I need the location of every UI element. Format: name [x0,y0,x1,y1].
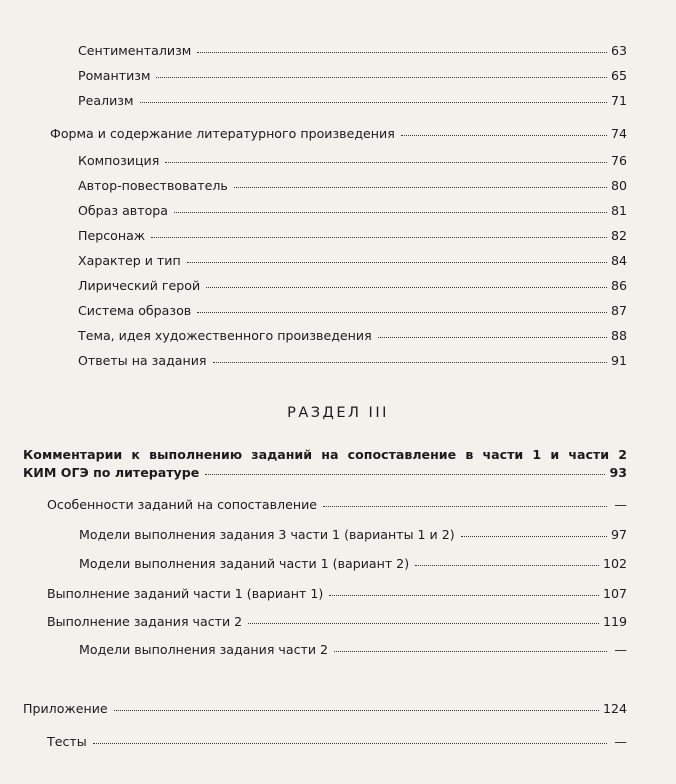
section-entry-title [23,447,627,463]
toc-entry [78,353,627,369]
dot-leader [174,211,607,213]
dot-leader [206,286,607,288]
dot-leader [234,186,607,188]
dot-leader [156,76,606,78]
toc-entry-label: Выполнение заданий части 1 (вариант 1) [47,586,324,601]
toc-entry-label: Модели выполнения задания части 2 [79,642,329,657]
dot-leader [323,505,607,507]
dot-leader [334,650,607,652]
dot-leader [213,361,607,363]
toc-entry-label: Особенности заданий на сопоставление [47,497,318,512]
dot-leader [401,134,607,136]
toc-entry-page: 71 [610,93,627,108]
toc-entry [47,614,627,630]
toc-entry-label: Тесты [47,734,87,749]
toc-entry-label: Реализм [78,93,134,108]
toc-entry-label: Модели выполнения задания 3 части 1 (варианты 1 и 2) [79,527,455,542]
toc-entry-page: 88 [610,328,627,343]
toc-entry-tests [47,734,627,750]
dot-leader [140,101,607,103]
dot-leader [197,311,607,313]
dot-leader [248,622,599,624]
toc-entry-label: Выполнение задания части 2 [47,614,243,629]
toc-entry [79,642,627,658]
dot-leader [93,742,607,744]
section-heading: РАЗДЕЛ III [287,405,389,421]
dot-leader [151,236,607,238]
toc-entry [78,203,627,219]
toc-entry-page: — [614,734,627,749]
toc-entry-label: Автор-повествователь [78,178,228,193]
toc-entry-label: Лирический герой [78,278,201,293]
toc-entry-sentimentalism [78,43,627,59]
toc-entry [78,278,627,294]
toc-entry-page: 119 [602,614,627,629]
toc-entry-page: 84 [610,253,627,268]
dot-leader [378,336,607,338]
toc-entry-form-content [50,126,627,142]
dot-leader [415,564,599,566]
toc-entry-page: — [614,642,627,657]
toc-entry-label: КИМ ОГЭ по литературе [23,465,200,480]
toc-entry-label: Тема, идея художественного произведения [78,328,372,343]
dot-leader [197,51,607,53]
toc-entry-page: — [614,497,627,512]
toc-entry-label: Композиция [78,153,160,168]
toc-entry-label: Образ автора [78,203,168,218]
toc-entry-realism [78,93,627,109]
toc-entry-page: 82 [610,228,627,243]
toc-entry-label: Приложение [23,701,108,716]
toc-entry [79,527,627,543]
toc-entry-appendix [23,701,627,717]
toc-entry [78,253,627,269]
dot-leader [329,594,599,596]
toc-entry-label: Ответы на задания [78,353,207,368]
toc-entry-page: 65 [610,68,627,83]
dot-leader [205,473,605,475]
dot-leader [187,261,607,263]
section-entry-line1: Комментарии к выполнению заданий на сопоставление в части 1 и части 2 [23,447,627,462]
toc-entry [78,178,627,194]
toc-entry-label: Модели выполнения заданий части 1 (вариант 2) [79,556,410,571]
dot-leader [461,535,607,537]
toc-entry-page: 124 [602,701,627,716]
toc-entry-page: 81 [610,203,627,218]
toc-entry-page: 76 [610,153,627,168]
toc-entry-page: 91 [610,353,627,368]
dot-leader [165,161,607,163]
toc-entry-label: Романтизм [78,68,151,83]
toc-entry-label: Система образов [78,303,192,318]
toc-entry-page: 97 [610,527,627,542]
toc-entry-label: Форма и содержание литературного произведения [50,126,395,141]
dot-leader [114,709,599,711]
toc-entry-page: 107 [602,586,627,601]
toc-entry-page: 87 [610,303,627,318]
toc-entry-label: Характер и тип [78,253,181,268]
toc-entry-romanticism [78,68,627,84]
toc-entry-label: Персонаж [78,228,146,243]
toc-entry [78,328,627,344]
toc-entry-page: 102 [602,556,627,571]
toc-entry-page: 93 [609,465,627,480]
toc-entry [78,303,627,319]
toc-entry-label: Сентиментализм [78,43,192,58]
section-entry [23,465,627,481]
toc-entry-page: 80 [610,178,627,193]
toc-entry-page: 63 [610,43,627,58]
toc-entry [79,556,627,572]
toc-entry [47,586,627,602]
toc-entry [47,497,627,513]
toc-entry-page: 86 [610,278,627,293]
toc-entry [78,153,627,169]
toc-entry-page: 74 [610,126,627,141]
toc-entry [78,228,627,244]
